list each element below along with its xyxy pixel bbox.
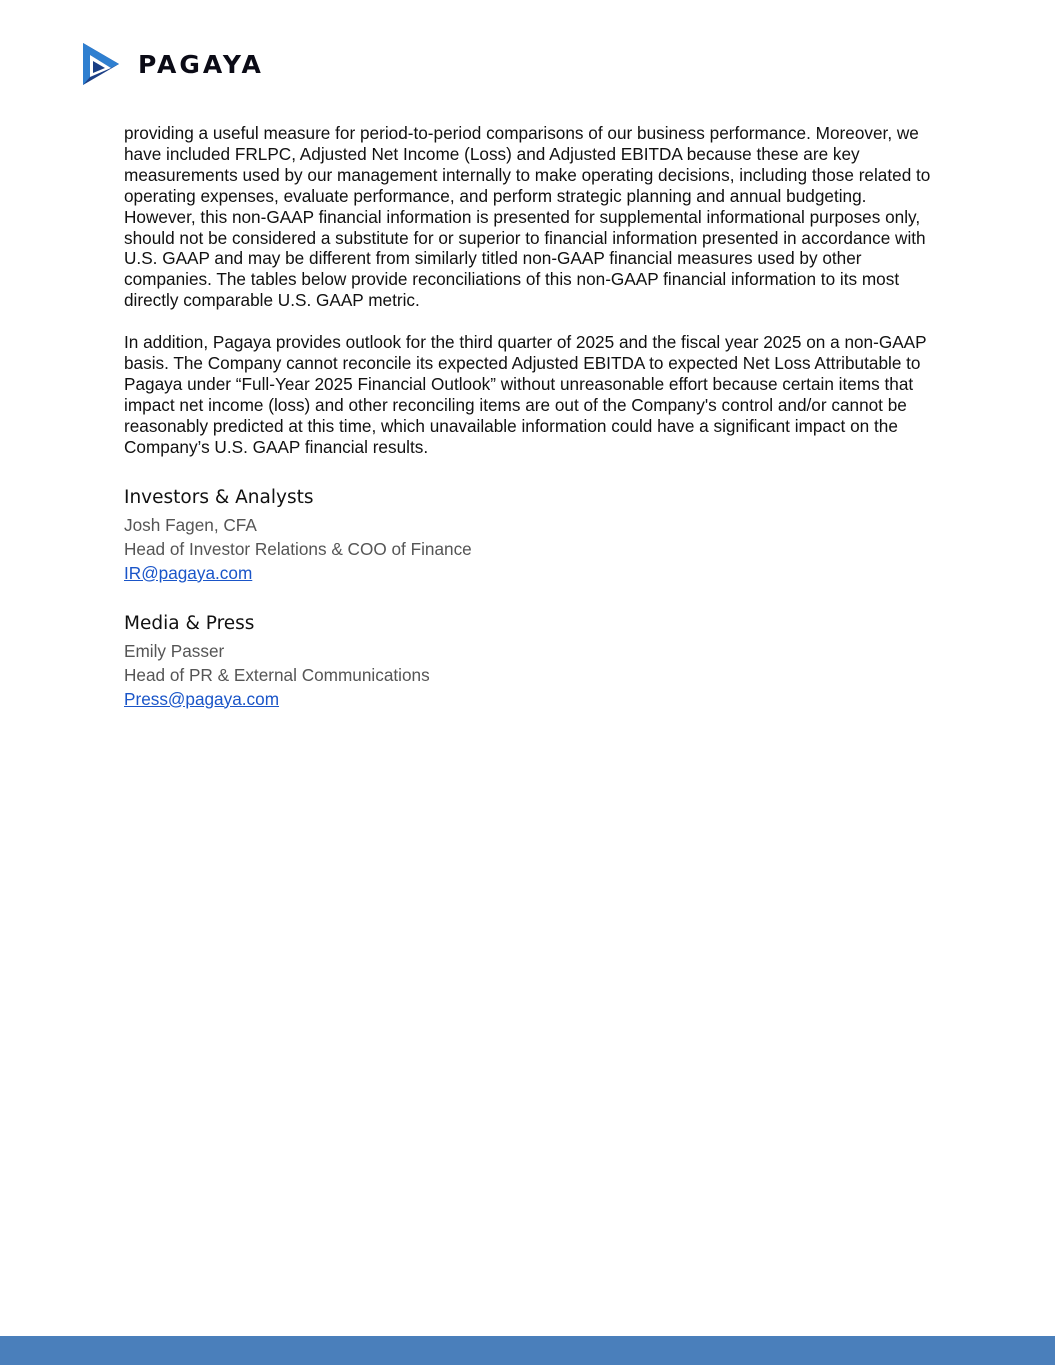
pagaya-logo-mark-icon [80,40,122,88]
body-paragraph: In addition, Pagaya provides outlook for the third quarter of 2025 and the fiscal year 2025 on a non-GAAP basis. The Company cannot reconcile its expected Adjusted EBITDA to expected Net Loss Attributable to Pagaya under “Full-Year 2025 Financial Outlook” without unreasonable effort because certain items that impact net income (loss) and other reconciling items are out of the Company's control and/or cannot be reasonably predicted at this time, which unavailable information could have a significant impact on the Company’s U.S. GAAP financial results. [124,332,927,457]
footer-bar [0,1336,1055,1365]
logo-wordmark: PAGAYA [138,49,264,79]
investors-contact-name: Josh Fagen, CFA [124,514,257,535]
media-heading: Media & Press [124,612,255,634]
media-contact-title: Head of PR & External Communications [124,664,430,685]
document-body [124,123,934,711]
investors-contact-block [124,485,934,585]
investors-contact-title: Head of Investor Relations & COO of Finance [124,538,472,559]
media-contact-block [124,611,934,711]
media-email-link[interactable]: Press@pagaya.com [124,688,280,709]
body-paragraph: providing a useful measure for period-to-period comparisons of our business performance. Moreover, we have included FRLPC, Adjusted Net Income (Loss) and Adjusted EBITDA because these are key measurements used by our management internally to make operating decisions, including those related to operating expenses, evaluate performance, and perform strategic planning and annual budgeting. However, this non-GAAP financial information is presented for supplemental informational purposes only, should not be considered a substitute for or superior to financial information presented in accordance with U.S. GAAP and may be different from similarly titled non-GAAP financial measures used by other companies. The tables below provide reconciliations of this non-GAAP financial information to its most directly comparable U.S. GAAP metric. [124,123,931,311]
media-contact-name: Emily Passer [124,640,225,661]
page-header [80,40,264,88]
investors-email-link[interactable]: IR@pagaya.com [124,562,253,583]
investors-heading: Investors & Analysts [124,486,314,508]
